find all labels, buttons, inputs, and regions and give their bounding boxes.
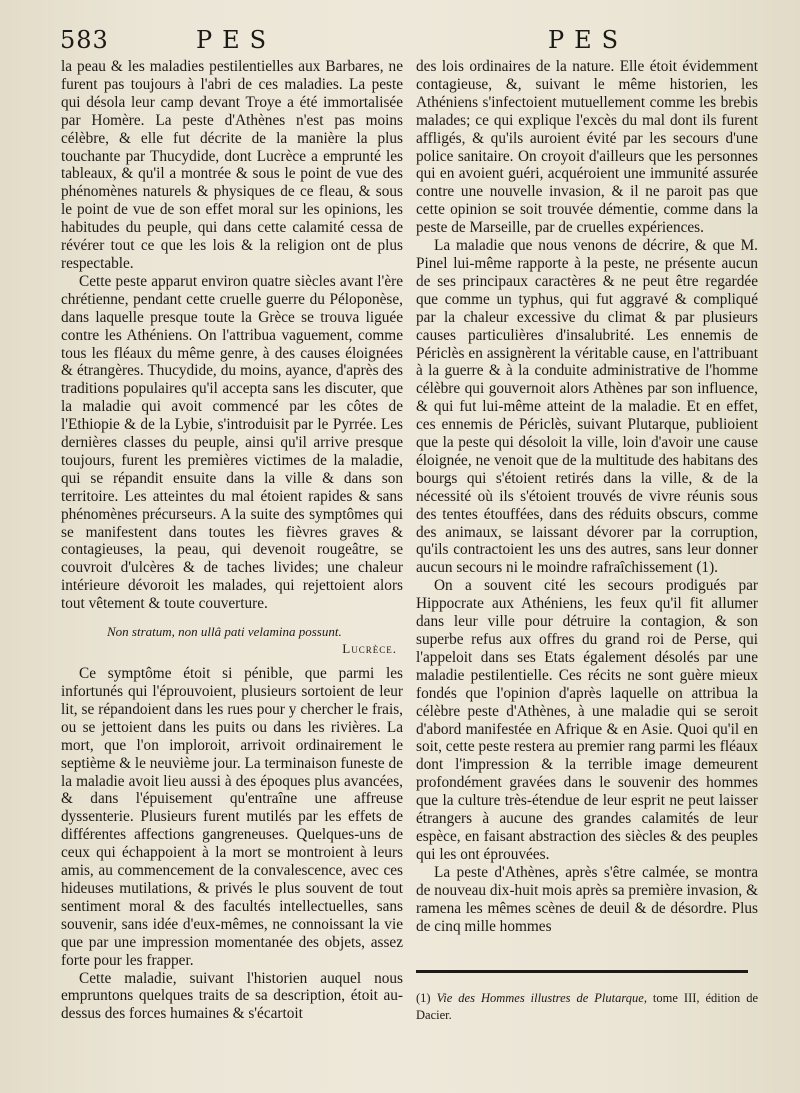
right-column: [416, 58, 758, 935]
right-paragraph-2: La maladie que nous venons de décrire, & que M. Pinel lui-même rapporte à la peste, ne présente aucun de ses principaux caractères & ne peut être regardée que comme un typhus, qui fut aggravé & compliqué par la chaleur excessive du climat & par plusieurs causes particulières d'insalubrité. Les ennemis de Périclès en assignèrent la véritable cause, en l'attribuant à la guerre & à la conduite administrative de l'homme célèbre qui gouvernoit alors Athènes par son influence, & qui fut lui-même atteint de la maladie. Et en effet, ces ennemis de Périclès, suivant Plutarque, publioient que la peste qui désoloit la ville, loin d'avoir une cause éloignée, ne venoit que de la multitude des habitans des bourgs qui s'étoient retirés dans la ville, & de la nécessité où ils s'étoient trouvés de vivre réunis sous des tentes étouffées, dans des réduits obscurs, comme des animaux, se laissant dévorer par la corruption, qu'ils contractoient les uns des autres, sans leur donner aucun secours ni le moindre rafraîchissement (1).: [416, 237, 758, 577]
left-paragraph-4: Cette maladie, suivant l'historien auquel nous empruntons quelques traits de sa description, étoit au-dessus des forces humaines & s'écartoit: [61, 969, 403, 1023]
right-paragraph-1: des lois ordinaires de la nature. Elle étoit évidemment contagieuse, &, suivant le même historien, les Athéniens s'infectoient mutuellement comme les brebis malades; ce qui explique l'excès du mal dont ils furent affligés, & qu'ils auroient évité par les secours d'une police sanitaire. On croyoit d'ailleurs que les personnes qui en avoient guéri, acquéroient une immunité assurée contre une nouvelle invasion, & il ne paroit pas que cette opinion se soit trouvée démentie, comme dans la peste de Marseille, par de cruelles expériences.: [416, 58, 758, 237]
footnote-title: Vie des Hommes illustres de Plutarque: [436, 991, 644, 1005]
right-paragraph-4: La peste d'Athènes, après s'être calmée, se montra de nouveau dix-huit mois après sa première invasion, & ramena les mêmes scènes de deuil & de désordre. Plus de cinq mille hommes: [416, 863, 758, 935]
running-head-right: PES: [548, 26, 629, 54]
verse-quotation: [61, 623, 403, 657]
quote-author: Lucrèce.: [342, 641, 397, 657]
quote-text: Non stratum, non ullâ pati velamina possunt.: [107, 624, 342, 640]
left-paragraph-3: Ce symptôme étoit si pénible, que parmi les infortunés qui l'éprouvoient, plusieurs sortoient de leur lit, se répandoient dans les rues pour y chercher le frais, ou se jettoient dans les puits ou dans les rivières. La mort, que l'on imploroit, arrivoit ordinairement le septième & le neuvième jour. La terminaison funeste de la maladie avoit lieu aussi à des époques plus avancées, & dans l'épuisement qu'entraîne une affreuse dyssenterie. Plusieurs furent mutilés par les effets de différentes affections gangreneuses. Quelques-uns de ceux qui échappoient à la mort se montroient à leurs amis, au commencement de la convalescence, avec ces hideuses mutilations, & privés le plus souvent de tout sentiment moral & des facultés intellectuelles, sans souvenir, sans idée d'eux-mêmes, ne connoissant la vie que par une impression momentanée des objets, assez forte pour les frapper.: [61, 665, 403, 969]
footnote-marker: (1): [416, 991, 431, 1005]
right-paragraph-3: On a souvent cité les secours prodigués par Hippocrate aux Athéniens, les feux qu'il fit allumer dans leur ville pour détruire la contagion, & son superbe refus aux offres du grand roi de Perse, qui l'appeloit dans ses Etats également désolés par une maladie pestilentielle. Ces récits ne sont guère mieux fondés que l'opinion d'après laquelle on attribua la célèbre peste d'Athènes, à une maladie qui se seroit d'abord manifestée en Afrique & en Asie. Quoi qu'il en soit, cette peste restera au premier rang parmi les fléaux dont l'impression & la terrible image demeurent profondément gravées dans le souvenir des hommes que la culture très-étendue de leur esprit ne peut laisser étrangers à aucune des grandes calamités de leur espèce, en faisant abstraction des siècles & des peuples qui les ont éprouvées.: [416, 577, 758, 863]
running-head-left: PES: [196, 26, 277, 54]
page-number: 583: [60, 26, 109, 54]
left-paragraph-2: Cette peste apparut environ quatre siècles avant l'ère chrétienne, pendant cette cruelle guerre du Péloponèse, dans laquelle presque toute la Grèce se trouva liguée contre les Athéniens. On l'attribua vaguement, comme tous les fléaux du même genre, à des causes éloignées & étrangères. Thucydide, du moins, ayance, d'après des traditions populaires qu'il accepta sans les discuter, que la maladie qui avoit commencé par les côtes de l'Ethiopie & de la Lybie, s'introduisit par le Pyrrée. Les dernières classes du peuple, ainsi qu'il arrive presque toujours, furent les premières victimes de la maladie, qui se répandit ensuite dans la ville & dans son territoire. Les atteintes du mal étoient rapides & sans phénomènes précurseurs. A la suite des symptômes qui se manifestent dans toutes les fièvres graves & contagieuses, la peau, qui devenoit rougeâtre, se couvroit d'ulcères & de taches livides; une chaleur intérieure dévoroit les malades, qui rejettoient alors tout vêtement & toute couverture.: [61, 272, 403, 613]
footnote: [416, 990, 758, 1024]
left-paragraph-1: la peau & les maladies pestilentielles aux Barbares, ne furent pas toujours à l'abri de ces maladies. La peste qui désola leur camp devant Troye a été immortalisée par Homère. La peste d'Athènes n'est pas moins célèbre, & elle fut décrite de la manière la plus touchante par Thucydide, dont Lucrèce a emprunté les tableaux, & qu'il a montrée & sous le point de vue des phénomènes naturels & physiques de ce fleau, & sous le point de vue de son effet moral sur les opinions, les habitudes du peuple, qui dans cette calamité cessa de révérer tout ce que les lois & la religion ont de plus respectable.: [61, 58, 403, 272]
footnote-rule: [416, 970, 748, 973]
footnote-rest: , tome III, édition de Dacier.: [416, 991, 759, 1022]
left-column: [61, 58, 403, 1023]
